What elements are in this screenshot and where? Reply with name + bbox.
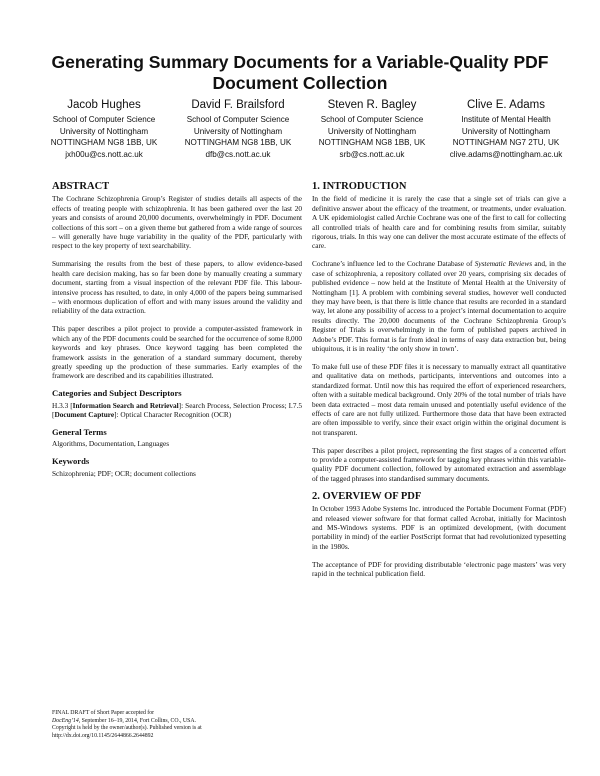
keywords-heading: Keywords [52,456,90,467]
conference-name: DocEng’14 [52,717,79,724]
author-dept: School of Computer Science [52,115,156,124]
categories-bold: Document Capture [54,410,115,420]
author-email: srb@cs.nott.ac.uk [339,149,405,159]
copyright-footnote [52,710,302,740]
overview-heading: 2. OVERVIEW OF PDF [312,490,422,502]
author-name: David F. Brailsford [191,99,285,111]
author-institution: University of Nottingham [461,126,551,136]
author-1 [40,98,168,160]
author-name: Clive E. Adams [467,99,545,111]
categories-part: ]: Search Process, Selection Process; I.7.5 [ [52,400,302,420]
intro-paragraph-4: This paper describes a pilot project, representing the first stages of a concerted effort to provide a computer-assisted framework for tagging key phrases within this variable-quality PDF document collection, followed by automated extraction and assemblage of the tagged phrases into standardised summary documents. [312,445,566,483]
author-institution: University of Nottingham [193,126,283,136]
author-name: Jacob Hughes [67,99,141,111]
abstract-paragraph-3: This paper describes a pilot project to provide a computer-assisted framework in which any of the PDF documents could be searched for the occurrence of some 8,000 keywords and key phrases. Once keyword tagging has been completed the framework assists in the generation of a standard summary document, thereby greatly speeding up the production of these summaries. Early examples of the framework are described and its capabilities illustrated. [52,324,302,381]
categories-text [52,401,302,420]
intro-italic: Systematic Reviews [474,259,533,269]
author-email: jxh00u@cs.nott.ac.uk [65,149,143,159]
author-address: NOTTINGHAM NG8 1BB, UK [50,138,158,147]
intro-paragraph-3: To make full use of these PDF files it is necessary to manually extract all quantitative and qualitative data on methods, participants, interventions and outcomes into a standardized format. Until now this has required the effort of experienced researchers, often with a suitable medical background. Only 20% of the total number of trials have been data extracted – most data remain unused and potentially useful evidence of the effects of care are not fully utilized. Furthermore those data that have been extracted are often impossible to verify, since their exact origin within the original document is not transparent. [312,361,566,437]
left-column [52,182,302,487]
author-institution: University of Nottingham [327,126,417,136]
author-dept: School of Computer Science [186,115,290,124]
author-institution: University of Nottingham [59,126,149,136]
overview-paragraph-2: The acceptance of PDF for providing distributable ‘electronic page masters’ was very rapid in the technical publication field. [312,559,566,579]
abstract-heading: ABSTRACT [52,181,110,192]
author-address: NOTTINGHAM NG8 1BB, UK [184,138,292,147]
author-dept: Institute of Mental Health [461,115,551,124]
doi-link[interactable]: http://dx.doi.org/10.1145/2644866.2644892 [52,732,154,739]
author-2 [174,98,302,160]
keywords-text: Schizophrenia; PDF; OCR; document collections [52,468,196,478]
categories-heading: Categories and Subject Descriptors [52,388,182,399]
abstract-paragraph-1: The Cochrane Schizophrenia Group’s Register of studies details all aspects of the effects of treating people with schizophrenia. It has been gathered over the last 20 years and consists of around 20,000 documents, overwhelmingly in PDF. Document collections of this sort – on a given theme but gathered from a wide range of sources – will generally have huge variability in the quality of the PDF, particularly with respect to the key property of text searchability. [52,194,302,251]
author-3 [308,98,436,160]
footnote-line: FINAL DRAFT of Short Paper accepted for [52,710,155,716]
categories-part: ]: Optical Character Recognition (OCR) [114,410,232,420]
footnote-line: Copyright is held by the owner/author(s). Published version is at [52,725,202,732]
author-4 [442,98,570,160]
abstract-paragraph-2: Summarising the results from the best of these papers, to allow evidence-based health care decision making, has so far been done by manually creating a summary document, starting from a visual inspection of the relevant PDF file. This labour-intensive process has resulted, to date, in only 4,000 of the papers being summarised – with enormous duplication of effort and with many issues around the validity and reliability of the data extraction. [52,259,302,316]
intro-text: and, in the case of schizophrenia, a repository collated over 20 years, comprising six decades of published evidence – now held at the Institute of Mental Health at the University of Nottingham [1]. A problem with combining several studies, however well conducted they may have been, is that there is little chance that results are recorded in a standard way, let alone any possibility of access to a project’s internal documentation to acquire results directly. The 20,000 documents of the Cochrane Schizophrenia Group’s Register of Trials is overwhelmingly in the form of published papers archived in Adobe’s PDF. This format is far from ideal in terms of easy data extraction but, being ubiquitous, it is in reality ‘the only show in town’. [312,259,566,353]
overview-paragraph-1: In October 1993 Adobe Systems Inc. introduced the Portable Document Format (PDF) and released viewer software for that format called Acrobat, initially for Macintosh and MS-Windows systems. PDF is an optimized development, (with document portability in mind) of the earlier PostScript format that had revolutionized typesetting in the 1980s. [312,504,566,551]
paper-title: Generating Summary Documents for a Variable-Quality PDF Document Collection [51,52,549,93]
introduction-heading: 1. INTRODUCTION [312,181,407,192]
author-dept: School of Computer Science [320,115,424,124]
author-email: dfb@cs.nott.ac.uk [205,149,271,159]
intro-paragraph-2 [312,259,566,353]
author-name: Steven R. Bagley [327,99,417,111]
general-terms-text: Algorithms, Documentation, Languages [52,439,170,449]
author-address: NOTTINGHAM NG7 2TU, UK [452,138,560,147]
general-terms-heading: General Terms [52,426,107,437]
categories-bold: Information Search and Retrieval [72,400,179,410]
author-email: clive.adams@nottingham.ac.uk [449,149,563,159]
intro-paragraph-1: In the field of medicine it is rarely the case that a single set of trials can give a definitive answer about the efficacy of the treatment, or treatments, under evaluation. A UK epidemiologist called Archie Cochrane was one of the first to call for collecting all controlled trials of health care and for combining results from similar, suitably rigorous, trials. In this way one can deliver the most accurate estimate of the effects of care. [312,194,566,251]
author-block [40,98,570,160]
intro-text: Cochrane’s influence led to the Cochrane Database of [312,259,475,269]
footnote-text: , September 16–19, 2014, Fort Collins, CO., USA. [78,717,196,724]
categories-part: H.3.3 [ [52,400,73,410]
right-column [312,182,566,587]
author-address: NOTTINGHAM NG8 1BB, UK [318,138,426,147]
